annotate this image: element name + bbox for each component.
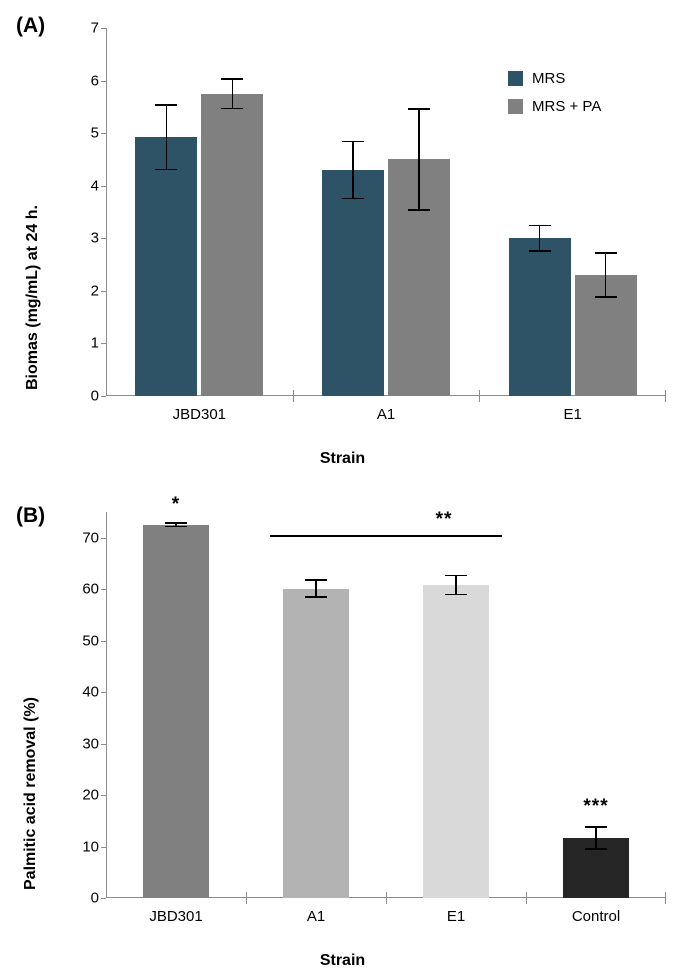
panel-a-bar [575, 275, 637, 396]
panel-b-y-tick-label: 20 [82, 786, 99, 804]
panel-b-category-label: A1 [306, 908, 326, 925]
panel-b-significance-bracket [270, 535, 502, 537]
error-bar-cap-top [408, 108, 430, 110]
panel-b-y-tick-label: 50 [82, 632, 99, 650]
legend-item-mrs [508, 70, 601, 87]
error-bar-cap-top [221, 78, 243, 80]
panel-b-significance-control: *** [583, 795, 609, 817]
chart-panel-a [0, 0, 685, 480]
error-bar-cap-top [445, 575, 467, 577]
panel-a-y-tick-mark [101, 343, 106, 344]
panel-a-category-label: JBD301 [172, 406, 227, 423]
panel-a-category-separator [479, 390, 480, 402]
panel-b-plot-area [82, 494, 666, 925]
panel-a-y-tick-label: 0 [90, 387, 99, 405]
legend-item-mrs-pa [508, 98, 601, 115]
panel-b-label: (B) [16, 504, 46, 527]
panel-b-y-tick-mark [101, 692, 106, 693]
panel-b-y-tick-mark [101, 641, 106, 642]
panel-a-y-tick-label: 3 [90, 229, 99, 247]
panel-b-y-tick-label: 40 [82, 683, 99, 701]
panel-a-y-tick-mark [101, 81, 106, 82]
panel-b-y-tick-label: 30 [82, 735, 99, 753]
panel-a-y-tick-label: 5 [90, 124, 99, 142]
legend-swatch-mrs-pa [508, 99, 523, 114]
panel-a-y-tick-mark [101, 238, 106, 239]
panel-b-bar [563, 838, 629, 898]
panel-b-y-tick-mark [101, 898, 106, 899]
panel-b-category-label: Control [571, 908, 621, 925]
panel-b-x-axis-title: Strain [319, 952, 366, 969]
panel-a-category-label: E1 [563, 406, 582, 423]
panel-a-bar [388, 159, 450, 396]
chart-panel-b [0, 490, 685, 977]
panel-a-legend [508, 70, 601, 126]
panel-a-axis-end-tick [665, 390, 666, 402]
panel-b-significance-jbd301: * [171, 494, 181, 516]
panel-b-category-separator [386, 892, 387, 904]
panel-b-bar [283, 589, 349, 898]
panel-a-y-tick-label: 4 [90, 177, 99, 195]
panel-b-y-tick-label: 10 [82, 838, 99, 856]
panel-b-y-tick-mark [101, 795, 106, 796]
panel-a-y-tick-label: 7 [90, 19, 99, 37]
legend-swatch-mrs [508, 71, 523, 86]
panel-a-y-tick-label: 2 [90, 282, 99, 300]
panel-a-x-axis-title: Strain [319, 450, 366, 467]
panel-a-label: (A) [16, 14, 46, 37]
panel-b-y-tick-mark [101, 589, 106, 590]
error-bar-cap-top [529, 225, 551, 227]
error-bar-cap-top [342, 141, 364, 143]
panel-a-y-tick-mark [101, 291, 106, 292]
error-bar-cap-top [305, 579, 327, 581]
panel-b-category-separator [526, 892, 527, 904]
panel-a-y-axis-title: Biomas (mg/mL) at 24 h. [24, 205, 41, 390]
panel-b-y-axis-line [106, 512, 107, 898]
panel-a-y-tick-mark [101, 186, 106, 187]
panel-b-axis-end-tick [665, 892, 666, 904]
panel-a-y-tick-label: 1 [90, 334, 99, 352]
panel-b-bar [423, 585, 489, 898]
error-bar-cap-top [595, 252, 617, 254]
panel-a-y-tick-mark [101, 396, 106, 397]
panel-b-y-tick-label: 70 [82, 529, 99, 547]
panel-b-bar [143, 525, 209, 898]
panel-a-y-tick-mark [101, 28, 106, 29]
panel-a-bar [509, 238, 571, 396]
panel-b-y-axis-title: Palmitic acid removal (%) [22, 697, 39, 890]
error-bar-cap-top [165, 522, 187, 524]
panel-b-y-tick-mark [101, 744, 106, 745]
panel-b-y-tick-mark [101, 847, 106, 848]
panel-b-significance-a1-e1: ** [435, 509, 453, 531]
panel-a-y-axis-line [106, 28, 107, 396]
panel-a-bar [322, 170, 384, 396]
error-bar-cap-top [155, 104, 177, 106]
panel-a-category-label: A1 [376, 406, 396, 423]
panel-a-y-tick-mark [101, 133, 106, 134]
panel-a-bar [135, 137, 197, 396]
error-bar-cap-top [585, 826, 607, 828]
legend-label-mrs-pa: MRS + PA [532, 98, 602, 115]
panel-a-y-tick-label: 6 [90, 72, 99, 90]
panel-b-category-label: JBD301 [149, 908, 203, 925]
panel-a-category-separator [293, 390, 294, 402]
panel-b-y-tick-label: 60 [82, 580, 99, 598]
panel-b-y-tick-mark [101, 538, 106, 539]
panel-b-category-label: E1 [446, 908, 466, 925]
legend-label-mrs: MRS [532, 70, 566, 87]
panel-a-bar [201, 94, 263, 396]
panel-b-category-separator [246, 892, 247, 904]
panel-b-y-tick-label: 0 [90, 889, 99, 907]
